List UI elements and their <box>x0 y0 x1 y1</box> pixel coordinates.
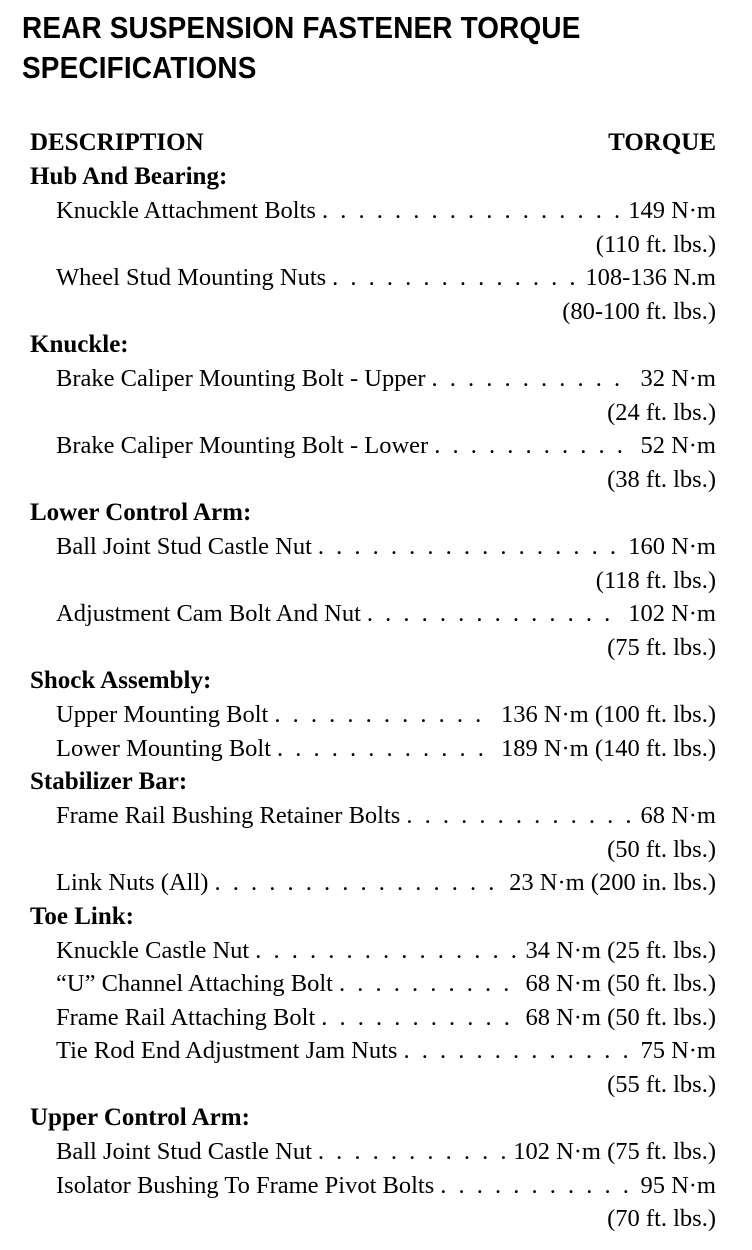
fastener-description: Tie Rod End Adjustment Jam Nuts <box>56 1037 398 1064</box>
torque-value-imperial: (110 ft. lbs.) <box>595 230 716 258</box>
fastener-description: Wheel Stud Mounting Nuts <box>56 264 327 291</box>
torque-value: 160 N·m <box>628 533 716 560</box>
table-row <box>30 597 716 631</box>
table-row <box>30 1034 716 1068</box>
torque-value: 68 N·m (50 ft. lbs.) <box>525 1003 716 1031</box>
fastener-description: Knuckle Castle Nut <box>56 936 250 964</box>
torque-value: 34 N·m (25 ft. lbs.) <box>525 936 716 964</box>
torque-value: 68 N·m (50 ft. lbs.) <box>525 970 716 997</box>
torque-header: TORQUE <box>608 129 716 156</box>
dot-leader <box>332 261 579 295</box>
table-row <box>30 698 716 732</box>
torque-value: 102 N·m <box>628 600 716 627</box>
fastener-description: Brake Caliper Mounting Bolt - Upper <box>56 365 426 392</box>
table-header <box>30 126 716 160</box>
torque-value-imperial: (118 ft. lbs.) <box>595 566 716 594</box>
dot-leader <box>367 597 622 631</box>
fastener-description: Upper Mounting Bolt <box>56 701 269 728</box>
dot-leader <box>274 698 495 732</box>
dot-leader <box>321 1001 519 1035</box>
torque-value: 149 N·m <box>628 197 716 224</box>
fastener-description: Knuckle Attachment Bolts <box>56 197 316 224</box>
table-row <box>30 1001 716 1035</box>
torque-value-imperial: (75 ft. lbs.) <box>607 633 716 661</box>
dot-leader <box>431 362 634 396</box>
fastener-description: Ball Joint Stud Castle Nut <box>56 1138 312 1165</box>
fastener-description: Frame Rail Attaching Bolt <box>56 1003 316 1031</box>
fastener-description: Isolator Bushing To Frame Pivot Bolts <box>56 1171 435 1199</box>
torque-value-imperial: (38 ft. lbs.) <box>607 465 716 493</box>
table-row <box>30 261 716 295</box>
dot-leader <box>434 429 634 463</box>
torque-value: 102 N·m (75 ft. lbs.) <box>513 1138 716 1165</box>
table-row <box>30 530 716 564</box>
table-row <box>30 934 716 968</box>
torque-value: 189 N·m (140 ft. lbs.) <box>500 734 716 762</box>
torque-value: 68 N·m <box>640 802 716 829</box>
torque-value-imperial: (70 ft. lbs.) <box>607 1205 716 1232</box>
description-header: DESCRIPTION <box>30 129 204 156</box>
torque-value: 23 N·m (200 in. lbs.) <box>509 869 716 896</box>
table-row <box>30 866 716 900</box>
dot-leader <box>255 934 519 968</box>
table-row <box>30 194 716 228</box>
section-heading: Toe Link: <box>30 902 134 930</box>
torque-table <box>30 160 716 1236</box>
section-heading: Knuckle: <box>30 331 129 358</box>
dot-leader <box>440 1169 634 1203</box>
torque-value: 52 N·m <box>640 432 716 459</box>
table-row <box>30 429 716 463</box>
torque-value-imperial: (24 ft. lbs.) <box>607 398 716 426</box>
fastener-description: “U” Channel Attaching Bolt <box>56 970 333 997</box>
torque-value-imperial: (80-100 ft. lbs.) <box>562 297 716 325</box>
torque-value: 136 N·m (100 ft. lbs.) <box>500 701 716 728</box>
title-line-2: SPECIFICATIONS <box>22 50 257 85</box>
fastener-description: Ball Joint Stud Castle Nut <box>56 533 312 560</box>
fastener-description: Link Nuts (All) <box>56 869 209 896</box>
title-line-1: REAR SUSPENSION FASTENER TORQUE <box>22 10 581 45</box>
table-row <box>30 362 716 396</box>
torque-value: 95 N·m <box>640 1171 716 1199</box>
table-row <box>30 732 716 766</box>
dot-leader <box>318 530 622 564</box>
torque-value-imperial: (50 ft. lbs.) <box>607 835 716 863</box>
dot-leader <box>403 1034 634 1068</box>
torque-value: 32 N·m <box>640 365 716 392</box>
fastener-description: Adjustment Cam Bolt And Nut <box>56 600 361 627</box>
section-heading: Hub And Bearing: <box>30 163 228 190</box>
dot-leader <box>277 732 495 766</box>
table-row <box>30 799 716 833</box>
table-row <box>30 1135 716 1169</box>
section-heading: Lower Control Arm: <box>30 499 252 526</box>
section-heading: Upper Control Arm: <box>30 1104 250 1131</box>
section-heading: Stabilizer Bar: <box>30 768 188 795</box>
fastener-description: Lower Mounting Bolt <box>56 734 272 762</box>
torque-value-imperial: (55 ft. lbs.) <box>607 1070 716 1098</box>
dot-leader <box>406 799 634 833</box>
fastener-description: Frame Rail Bushing Retainer Bolts <box>56 802 401 829</box>
torque-value: 108-136 N.m <box>585 264 716 291</box>
dot-leader <box>339 967 520 1001</box>
dot-leader <box>214 866 503 900</box>
section-heading: Shock Assembly: <box>30 667 212 694</box>
torque-value: 75 N·m <box>640 1037 716 1064</box>
dot-leader <box>318 1135 507 1169</box>
page-title <box>22 8 652 88</box>
table-row <box>30 1169 716 1203</box>
dot-leader <box>322 194 622 228</box>
table-row <box>30 967 716 1001</box>
fastener-description: Brake Caliper Mounting Bolt - Lower <box>56 432 429 459</box>
